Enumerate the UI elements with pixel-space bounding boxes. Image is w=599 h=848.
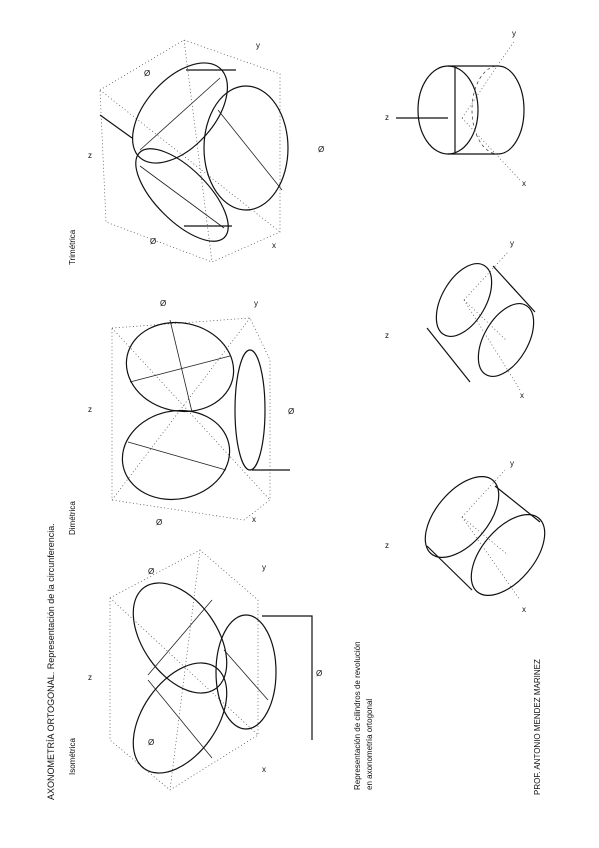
dim-construction-box	[112, 318, 270, 520]
trimetric-circles-view	[88, 40, 324, 262]
tri-minor-axis	[218, 110, 282, 190]
dimetric-circles-view	[88, 299, 294, 527]
tri-major-axis	[140, 166, 224, 228]
iso-cyl-silhouette	[427, 546, 472, 590]
axis-label-x: x	[522, 179, 526, 188]
axis-label-y: y	[510, 239, 514, 248]
axis-label-x: x	[522, 605, 526, 614]
dim-ellipse-xy	[235, 350, 265, 470]
dim-cyl-axis	[464, 300, 506, 340]
iso-construction-box	[110, 550, 258, 790]
dim-ellipse-yz	[118, 313, 242, 422]
tri-diagonal	[100, 90, 280, 232]
axis-label-z: z	[385, 541, 389, 550]
axis-label-y: y	[254, 299, 258, 308]
dim-minor-axis	[170, 320, 192, 412]
iso-diameter-label-2: Ø	[148, 738, 155, 747]
dim-cyl-silhouette	[493, 266, 535, 312]
tri-cyl-back-ellipse	[498, 66, 524, 154]
dim-major-axis	[130, 356, 230, 382]
author-credit: PROF. ANTONIO MENDEZ MARINEZ	[533, 659, 542, 795]
dim-cyl-bottom-ellipse	[467, 294, 545, 385]
isometric-cylinder	[385, 459, 559, 614]
iso-cyl-axis	[462, 517, 508, 555]
caption-line-2: en axonometría ortogonal	[365, 698, 374, 790]
tri-diameter-leader	[100, 115, 132, 138]
axis-label-x: x	[252, 515, 256, 524]
view-label-trimetric: Trimétrica	[68, 229, 77, 265]
axis-label-y: y	[510, 459, 514, 468]
tri-diameter-label-3: Ø	[144, 69, 151, 78]
axis-label-z: z	[88, 405, 92, 414]
dim-diameter-label-2: Ø	[156, 518, 163, 527]
axis-label-z: z	[385, 331, 389, 340]
iso-diameter-label-3: Ø	[148, 567, 155, 576]
iso-ellipse-xy	[216, 615, 276, 729]
axis-label-z: z	[385, 113, 389, 122]
dim-diagonal	[112, 318, 250, 500]
tri-diameter-label-2: Ø	[150, 237, 157, 246]
tri-ellipse-xz	[121, 134, 243, 256]
tri-cyl-x-axis	[462, 118, 520, 180]
axis-label-x: x	[272, 241, 276, 250]
axis-label-x: x	[520, 391, 524, 400]
iso-major-axis	[148, 600, 212, 675]
axis-label-y: y	[512, 29, 516, 38]
tri-cyl-front-ellipse	[418, 66, 478, 154]
axis-label-y: y	[262, 563, 266, 572]
caption-line-1: Representación de cilindros de revolución	[353, 641, 362, 790]
view-label-isometric: Isométrica	[68, 738, 77, 775]
tri-construction-box	[100, 40, 280, 262]
isometric-circles-view	[88, 550, 322, 790]
sheet-title: AXONOMETRÍA ORTOGONAL. Representación de la circunferencia.	[46, 523, 56, 800]
iso-major-axis	[148, 680, 212, 758]
dim-major-axis	[128, 442, 226, 470]
tri-major-axis	[140, 78, 220, 150]
axis-label-z: z	[88, 673, 92, 682]
dim-ellipse-xz	[114, 401, 238, 510]
iso-diameter-label: Ø	[316, 669, 323, 678]
axis-label-y: y	[256, 41, 260, 50]
iso-minor-axis	[224, 650, 268, 700]
tri-diameter-label: Ø	[318, 145, 325, 154]
dim-diameter-label-3: Ø	[160, 299, 167, 308]
dimetric-cylinder	[385, 239, 545, 400]
axis-label-z: z	[88, 151, 92, 160]
axis-label-x: x	[262, 765, 266, 774]
trimetric-cylinder	[385, 29, 526, 188]
iso-diameter-leader	[262, 616, 312, 740]
dim-diameter-label: Ø	[288, 407, 295, 416]
tri-ellipse-xy	[204, 86, 288, 210]
dim-diagonal	[112, 328, 270, 500]
view-label-dimetric: Dimétrica	[68, 501, 77, 535]
